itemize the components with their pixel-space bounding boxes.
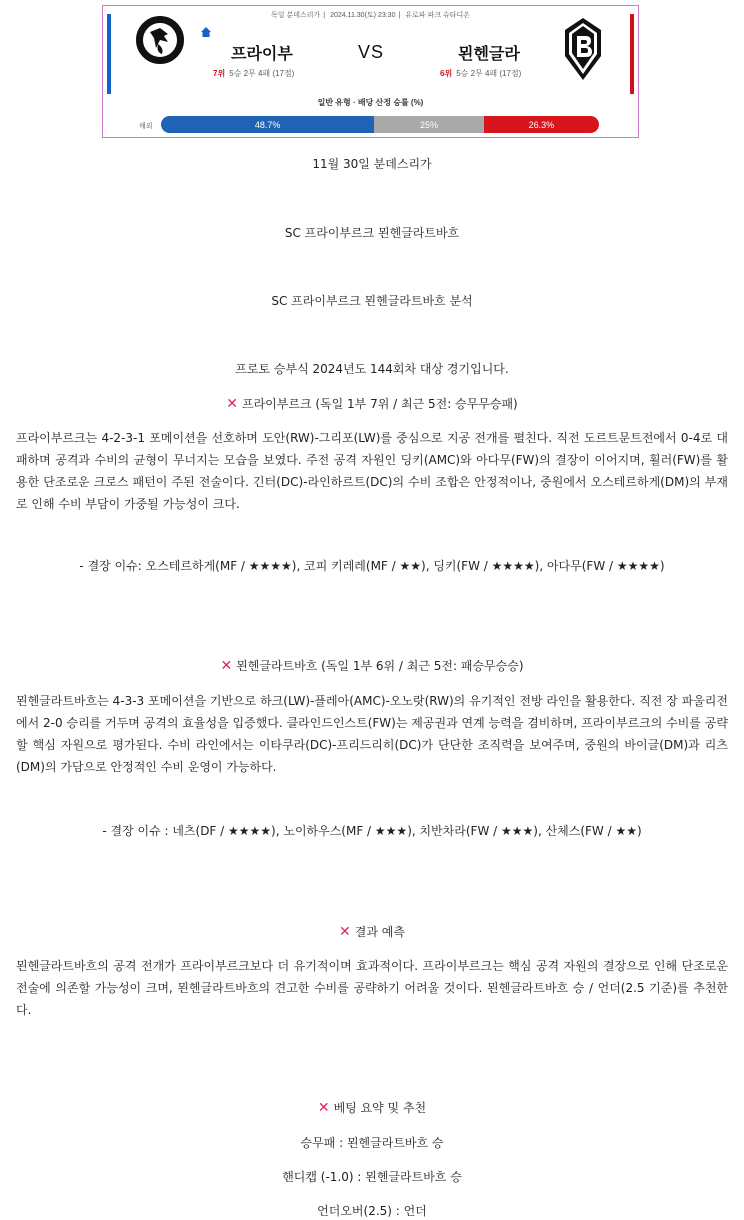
summary-handicap-line: 핸디캡 (-1.0) : 묀헨글라트바흐 승: [282, 1170, 462, 1184]
stadium-label: 유로파 파크 슈타디온: [405, 12, 470, 19]
match-datetime: 2024.11.30(토) 23:30: [330, 12, 396, 19]
summary-heading: [0, 1099, 744, 1116]
x-marker-icon: ✕: [220, 658, 233, 674]
away-heading: [0, 657, 744, 674]
draw-segment: [374, 116, 484, 133]
result-paragraph: 묀헨글라트바흐의 공격 전개가 프라이부르크보다 더 유기적이며 효과적이다. 프라이부르크는 핵심 공격 자원의 결장으로 인해 단조로운 전술에 의존할 가능성이 크며, 묀헨글라트바흐의 견고한 수비를 공략하기 어려울 것이다. 묀헨글라트바흐 승 / 언더(2.5 기준)를 추천한다.: [16, 959, 728, 1017]
result-heading: [0, 923, 744, 940]
away-heading-text: 묀헨글라트바흐 (독일 1부 6위 / 최근 5전: 패승무승승): [236, 659, 524, 673]
x-marker-icon: ✕: [226, 396, 238, 412]
home-absence-line: - 결장 이슈: 오스테르하게(MF / ★★★★), 코피 키레레(MF / ★★), 딩키(FW / ★★★★), 아다무(FW / ★★★★): [79, 559, 665, 573]
home-color-bar: [107, 14, 111, 94]
matchup-line: SC 프라이부르크 묀헨글라트바흐: [284, 226, 460, 240]
home-record: [213, 68, 294, 79]
away-record-text: 5승 2무 4패 (17점): [456, 69, 522, 78]
probability-bar: [161, 116, 599, 133]
home-win-segment: [161, 116, 374, 133]
home-rank: 7위: [213, 69, 226, 78]
home-heading-text: 프라이부르크 (독일 1부 7위 / 최근 5전: 승무무승패): [242, 397, 518, 411]
draw-value: 25%: [420, 119, 439, 130]
date-line: 11월 30일 분데스리가: [312, 157, 432, 171]
match-card: [102, 5, 639, 138]
match-meta: 독일 분데스리가 | 2024.11.30(토) 23:30 | 유로파 파크 슈타디온: [271, 12, 470, 19]
x-marker-icon: ✕: [317, 1100, 330, 1116]
home-record-text: 5승 2무 4패 (17점): [229, 69, 295, 78]
probability-source-label: 해외: [139, 123, 153, 130]
away-team-crest-icon: [563, 16, 603, 82]
summary-heading-text: 베팅 요약 및 추천: [333, 1101, 427, 1115]
away-win-segment: [484, 116, 599, 133]
away-rank: 6위: [440, 69, 453, 78]
intro-line: 프로토 승부식 2024년도 144회차 대상 경기입니다.: [235, 362, 509, 376]
away-record: [440, 68, 521, 79]
result-heading-text: 결과 예측: [354, 925, 405, 939]
home-team-crest-icon: [136, 16, 184, 64]
home-team-name: 프라이부: [231, 46, 293, 63]
away-team-name: 묀헨글라: [458, 46, 520, 63]
summary-result-line: 승무패 : 묀헨글라트바흐 승: [300, 1136, 444, 1150]
home-analysis-paragraph: 프라이부르크는 4-2-3-1 포메이션을 선호하며 도안(RW)-그리포(LW)를 중심으로 지공 전개를 펼친다. 직전 도르트문트전에서 0-4로 대패하며 공격과 수비의 균형이 무너지는 모습을 보였다. 주전 공격 자원인 딩키(AMC)와 아다무(FW)의 결장이 이어지며, 횔러(FW)를 활용한 단조로운 크로스 패턴이 주된 전술이다. 긴터(DC)-라인하르트(DC)의 수비 조합은 안정적이나, 중원에서 오스테르하게(DM)의 부재로 인해 수비 부담이 가중될 가능성이 크다.: [16, 431, 728, 511]
away-win-value: 26.3%: [528, 119, 555, 130]
home-win-value: 48.7%: [254, 119, 281, 130]
home-heading: [0, 395, 744, 412]
x-marker-icon: ✕: [339, 924, 351, 940]
away-absence-line: - 결장 이슈 : 네츠(DF / ★★★★), 노이하우스(MF / ★★★), 치반차라(FW / ★★★), 산체스(FW / ★★): [102, 824, 642, 838]
analysis-title: SC 프라이부르크 묀헨글라트바흐 분석: [271, 294, 473, 308]
away-analysis-paragraph: 묀헨글라트바흐는 4-3-3 포메이션을 기반으로 하크(LW)-플레아(AMC)-오노랏(RW)의 유기적인 전방 라인을 활용한다. 직전 장 파울리전에서 2-0 승리를 거두며 공격의 효율성을 입증했다. 클라인드인스트(FW)는 제공권과 연계 능력을 겸비하며, 프라이부르크의 수비를 공략할 핵심 자원으로 평가된다. 수비 라인에서는 이타쿠라(DC)-프리드리히(DC)가 단단한 조직력을 보여주며, 중원의 바이글(DM)과 리츠(DM)의 가담으로 안정적인 수비 운영이 가능하다.: [16, 694, 728, 774]
probability-subtitle: 일반 유형 · 배당 산정 승률 (%): [317, 98, 424, 107]
home-icon: [200, 26, 212, 38]
away-color-bar: [630, 14, 634, 94]
league-label: 독일 분데스리가: [271, 12, 321, 19]
vs-label: VS: [358, 42, 385, 62]
summary-overunder-line: 언더오버(2.5) : 언더: [317, 1204, 427, 1218]
